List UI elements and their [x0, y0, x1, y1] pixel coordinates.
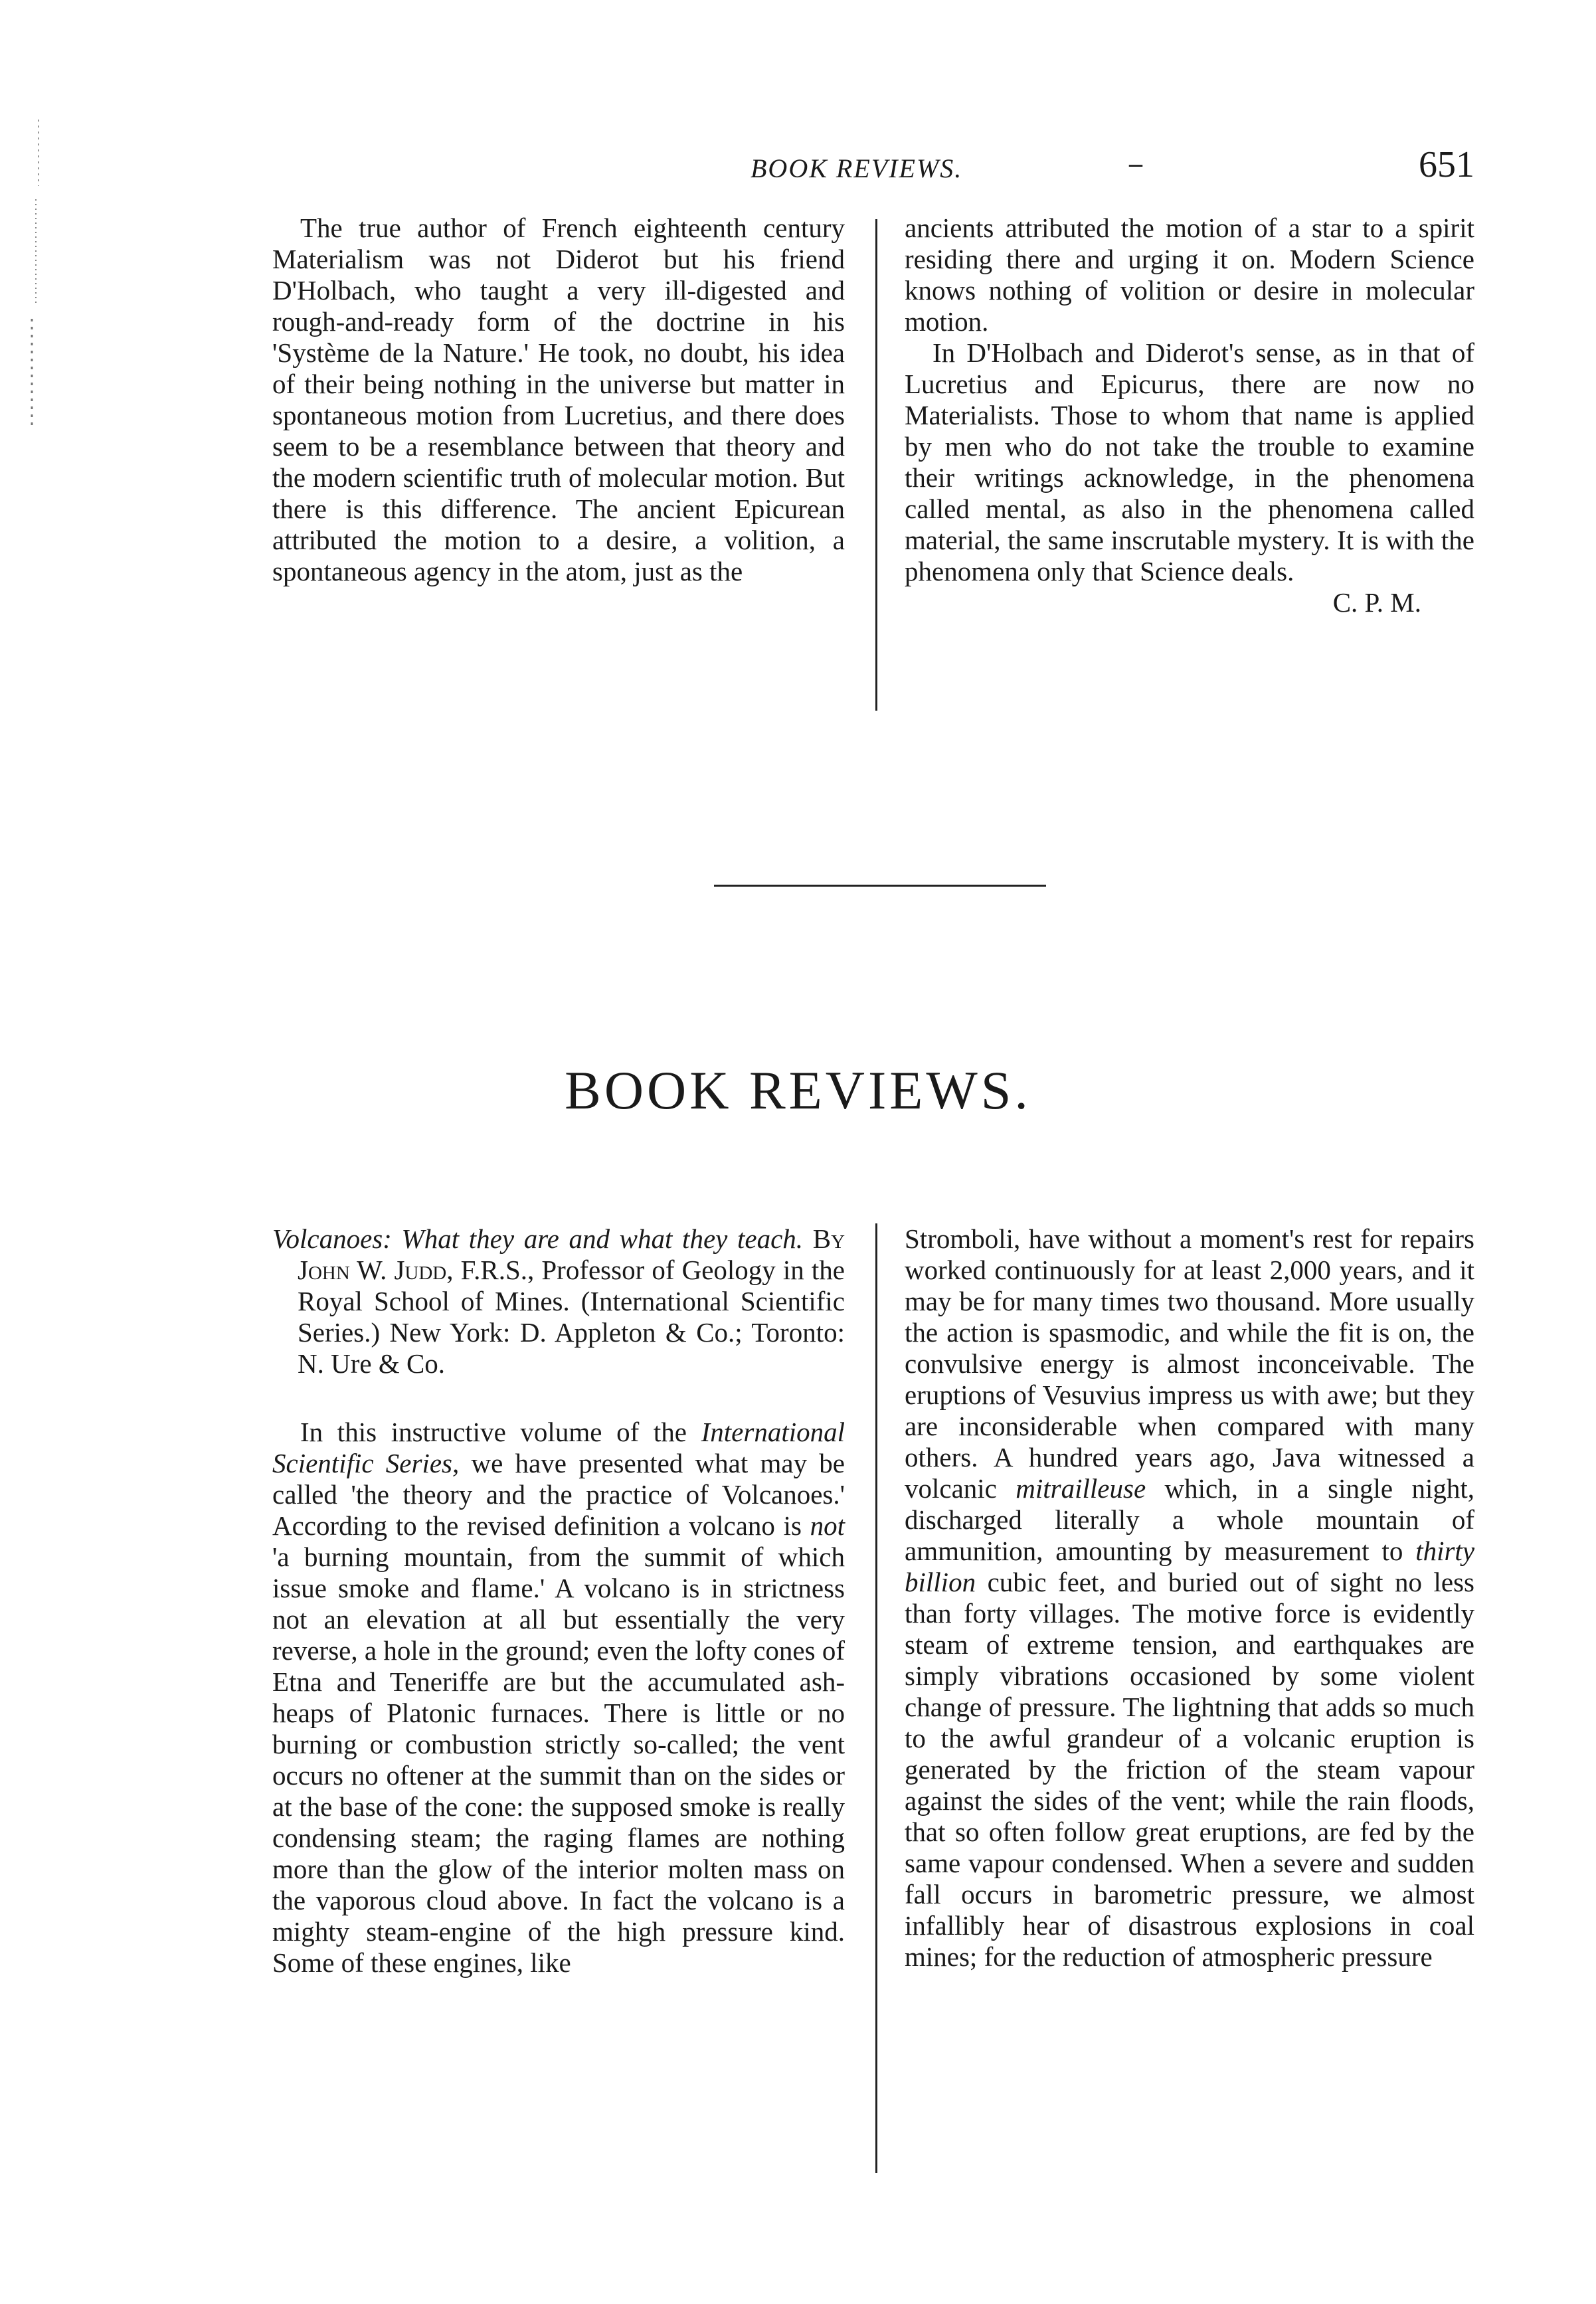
text-span: we have presented what may be called 'the theory and the practice of Volcanoes.' According to the revised definition a volcano is: [272, 1448, 845, 1541]
upper-left-column: [272, 213, 845, 587]
review-left-column: [272, 1223, 845, 1979]
text-span: 'a burning mountain, from the summit of which issue smoke and flame.' A volcano is in strictness not an elevation at all but essentially the very reverse, a hole in the ground; even the lofty cones of Etna and Teneriffe are but the accumulated ash-heaps of Platonic furnaces. There is little or no burning or combustion strictly so-called; the vent occurs no oftener at the summit than on the sides or at the base of the cone: the supposed smoke is really condensing steam; the raging flames are nothing more than the glow of the interior molten mass on the vaporous cloud above. In fact the volcano is a mighty steam-engine of the high pressure kind. Some of these engines, like: [272, 1542, 845, 1978]
text-span: cubic feet, and buried out of sight no less than forty villages. The motive force is evidently steam of extreme tension, and earthquakes are simply vibrations occasioned by some violent change of pressure. The lightning that adds so much to the awful grandeur of a volcanic eruption is generated by the friction of the steam vapour against the sides of the vent; while the rain floods, that so often follow great eruptions, are fed by the same vapour condensed. When a severe and sudden fall occurs in barometric pressure, we almost infallibly hear of disastrous explosions in coal mines; for the reduction of atmospheric pressure: [905, 1567, 1475, 1972]
series-title: International Scientific Series,: [272, 1417, 845, 1478]
book-title: Volcanoes: What they are and what they teach.: [272, 1223, 804, 1254]
review-paragraph: [905, 1223, 1474, 1973]
review-paragraph: [272, 1417, 845, 1979]
text-span: Stromboli, have without a moment's rest for repairs worked continuously for at least 2,000 years, and it may be for many times two thousand. More usually the action is spasmodic, and while the fit is on, the convulsive energy is almost inconceivable. The eruptions of Vesuvius impress us with awe; but they are inconsiderable when compared with many others. A hundred years ago, Java witnessed a volcanic: [905, 1223, 1474, 1504]
header-dash-mark: –: [1129, 148, 1142, 178]
column-divider: [875, 1223, 877, 2173]
scan-artifact-icon: [12, 106, 52, 452]
by-label: By: [812, 1223, 845, 1254]
review-right-column: [905, 1223, 1474, 1973]
paragraph: In D'Holbach and Diderot's sense, as in that of Lucretius and Epicurus, there are now no Materialists. Those to whom that name is applied by men who do not take the trouble to examine their writings acknowledge, in the phenomena called mental, as also in the phenomena called material, the same inscrutable mystery. It is with the phenomena only that Science deals.: [905, 337, 1474, 586]
emphasis: thirty billion: [905, 1536, 1475, 1597]
page-number: 651: [1419, 144, 1474, 185]
margin-scan-marks: [12, 106, 52, 452]
section-divider: [714, 885, 1046, 887]
emphasis: mitrailleuse: [1016, 1473, 1146, 1504]
book-citation: [272, 1223, 845, 1379]
author-signature: C. P. M.: [1332, 587, 1421, 618]
book-author: John W. Judd, F.R.S.,: [298, 1255, 535, 1285]
upper-right-column: [905, 213, 1474, 618]
running-header: [272, 144, 1474, 201]
paragraph: ancients attributed the motion of a star to a spirit residing there and urging it on. Modern Science knows nothing of volition or desire in molecular motion.: [905, 213, 1474, 337]
text-span: which, in a single night, discharged literally a whole mountain of ammunition, amounting by measurement to: [905, 1473, 1474, 1566]
section-heading: BOOK REVIEWS.: [565, 1060, 1031, 1120]
column-divider: [875, 219, 877, 711]
running-title: BOOK REVIEWS.: [751, 153, 963, 183]
book-details: Professor of Geology in the Royal School of Mines. (International Scientific Series.) New York: D. Appleton & Co.; Toronto: N. Ure & Co.: [298, 1255, 845, 1379]
emphasis: not: [810, 1510, 845, 1541]
text-span: In this instructive volume of the: [300, 1417, 687, 1447]
paragraph: The true author of French eighteenth century Materialism was not Diderot but his friend D'Holbach, who taught a very ill-digested and rough-and-ready form of the doctrine in his 'Système de la Nature.' He took, no doubt, his idea of their being nothing in the universe but matter in spontaneous motion from Lucretius, and there does seem to be a resemblance between that theory and the modern scientific truth of molecular motion. But there is this difference. The ancient Epicurean attributed the motion to a desire, a volition, a spontaneous agency in the atom, just as the: [272, 213, 845, 586]
